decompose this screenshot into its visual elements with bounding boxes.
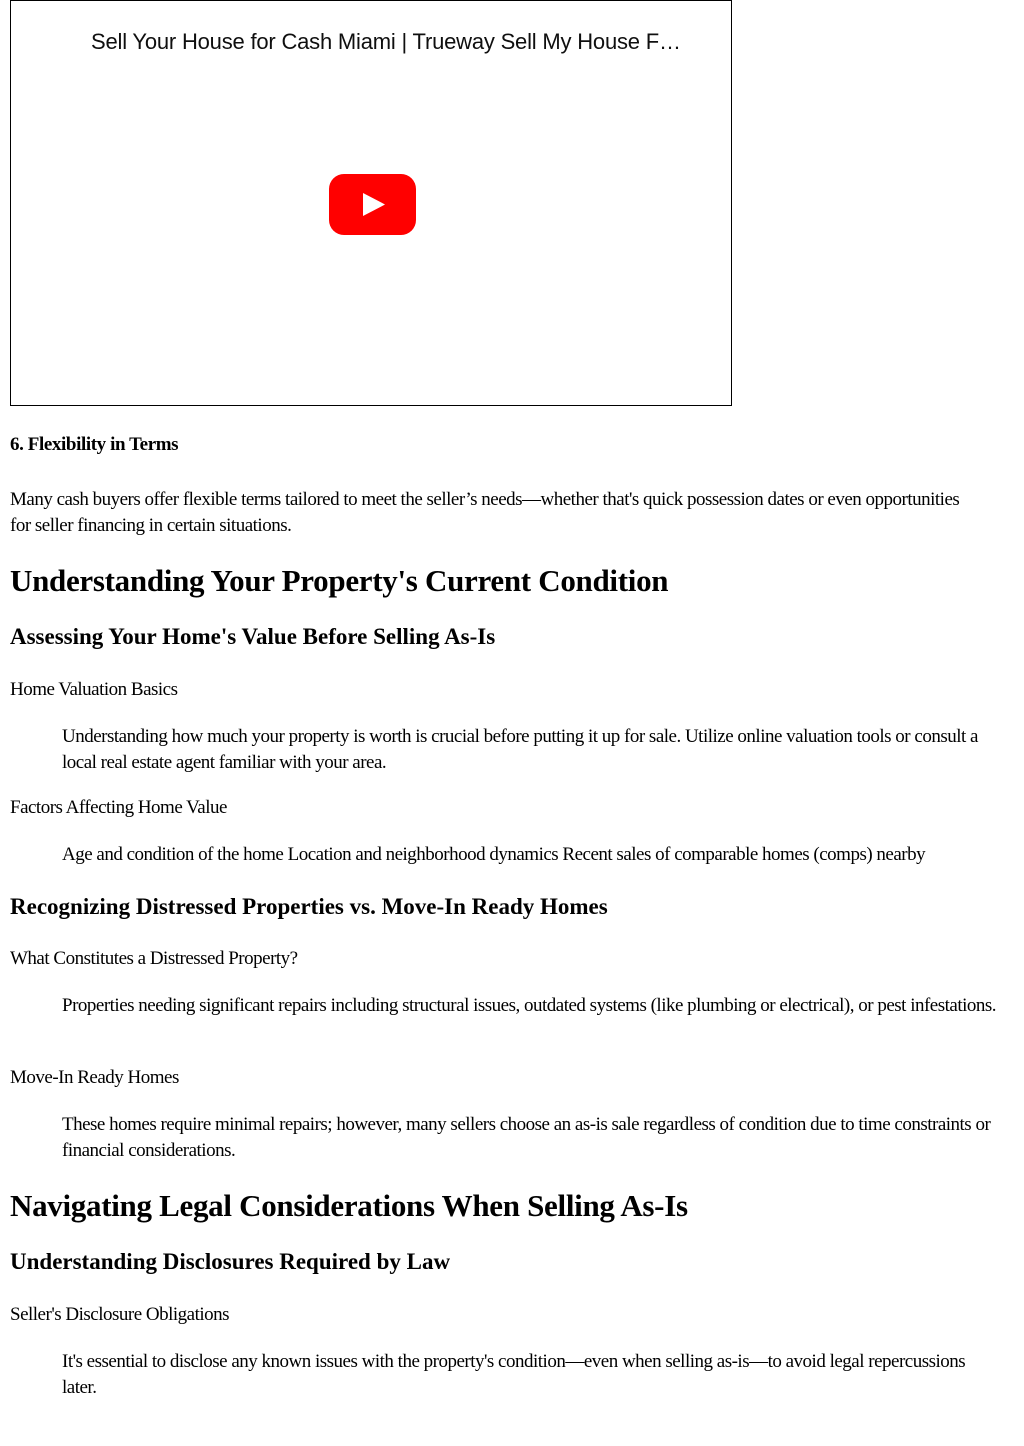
term-home-valuation-basics: Home Valuation Basics — [10, 679, 178, 700]
heading-property-condition: Understanding Your Property's Current Condition — [10, 563, 669, 598]
paragraph-flexibility: Many cash buyers offer flexible terms tailored to meet the seller’s needs—whether that's quick possession dates or even opportunities for seller financing in certain situations. — [10, 489, 960, 536]
term-factors-affecting-value: Factors Affecting Home Value — [10, 797, 227, 818]
description-seller-disclosure: It's essential to disclose any known issues with the property's condition—even when selling as-is—to avoid legal repercussions later. — [62, 1351, 966, 1398]
video-title[interactable]: Sell Your House for Cash Miami | Trueway Sell My House F… — [91, 29, 681, 54]
section-heading-flexibility: 6. Flexibility in Terms — [10, 434, 179, 455]
heading-legal-considerations: Navigating Legal Considerations When Selling As-Is — [10, 1188, 688, 1223]
description-home-valuation-basics: Understanding how much your property is worth is crucial before putting it up for sale. Utilize online valuation tools or consult a local real estate agent familiar with your area. — [62, 726, 978, 773]
description-distressed-property: Properties needing significant repairs including structural issues, outdated systems (like plumbing or electrical), or pest infestations. — [62, 995, 997, 1016]
description-move-in-ready: These homes require minimal repairs; however, many sellers choose an as-is sale regardless of condition due to time constraints or financial considerations. — [62, 1114, 991, 1161]
term-seller-disclosure: Seller's Disclosure Obligations — [10, 1304, 230, 1325]
heading-assessing-value: Assessing Your Home's Value Before Selling As-Is — [10, 624, 496, 649]
term-move-in-ready: Move-In Ready Homes — [10, 1067, 179, 1088]
term-distressed-property: What Constitutes a Distressed Property? — [10, 948, 298, 969]
play-button[interactable] — [329, 174, 416, 235]
heading-recognizing-distressed: Recognizing Distressed Properties vs. Move-In Ready Homes — [10, 894, 608, 919]
description-factors-affecting-value: Age and condition of the home Location and neighborhood dynamics Recent sales of comparable homes (comps) nearby — [62, 844, 926, 865]
video-embed[interactable] — [10, 0, 732, 406]
heading-disclosures-required: Understanding Disclosures Required by Law — [10, 1249, 451, 1274]
play-icon — [329, 174, 416, 235]
